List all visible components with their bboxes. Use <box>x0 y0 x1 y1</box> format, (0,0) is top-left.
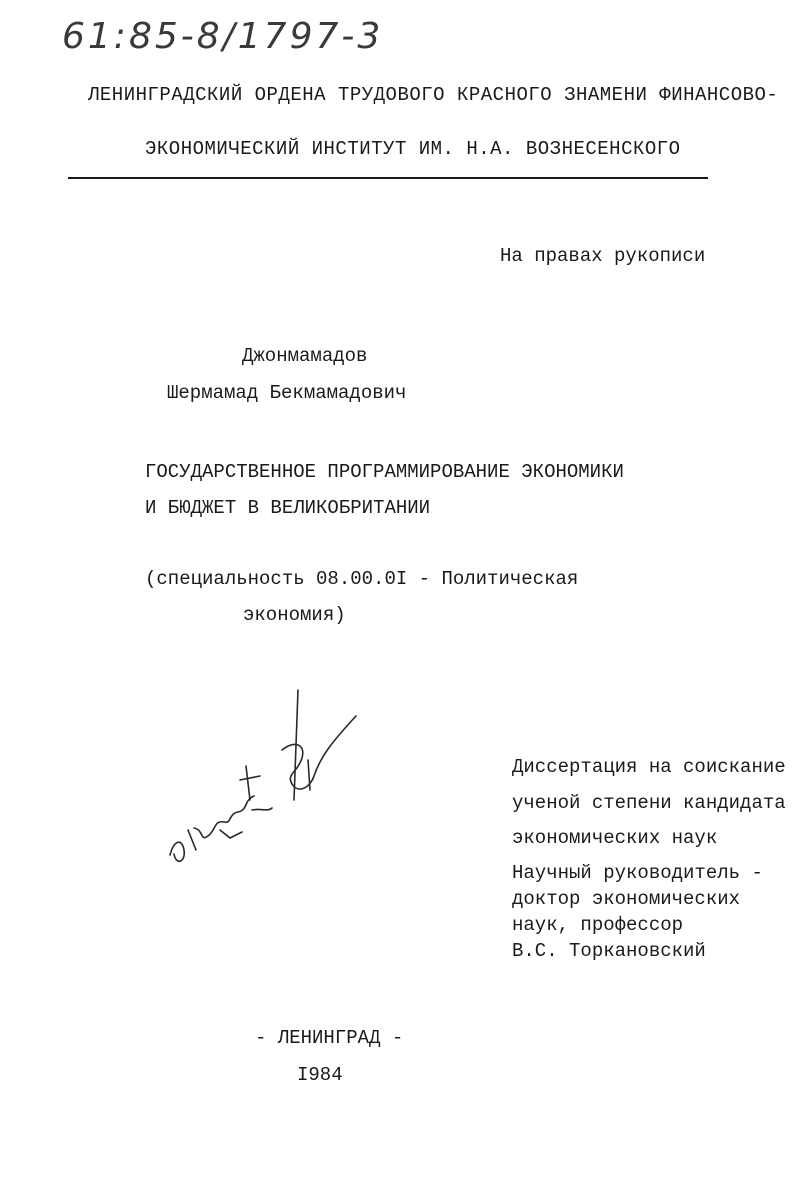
supervisor-line-3: наук, профессор <box>512 914 684 936</box>
dissertation-line-2: ученой степени кандидата <box>512 792 786 814</box>
manuscript-note: На правах рукописи <box>500 245 706 267</box>
supervisor-name: В.С. Торкановский <box>512 940 706 962</box>
institution-line-2: ЭКОНОМИЧЕСКИЙ ИНСТИТУТ ИМ. Н.А. ВОЗНЕСЕНСКОГО <box>145 138 681 160</box>
dissertation-line-1: Диссертация на соискание <box>512 756 786 778</box>
supervisor-line-2: доктор экономических <box>512 888 741 910</box>
header-divider <box>68 177 708 179</box>
supervisor-line-1: Научный руководитель - <box>512 862 763 884</box>
specialty-line-2: экономия) <box>243 604 346 626</box>
specialty-line-1: (специальность 08.00.0I - Политическая <box>145 568 579 590</box>
dissertation-line-3: экономических наук <box>512 827 718 849</box>
institution-line-1: ЛЕНИНГРАДСКИЙ ОРДЕНА ТРУДОВОГО КРАСНОГО ЗНАМЕНИ ФИНАНСОВО- <box>88 84 779 106</box>
signature-image <box>160 680 380 880</box>
author-surname: Джонмамадов <box>242 345 368 367</box>
thesis-title-line-2: И БЮДЖЕТ В ВЕЛИКОБРИТАНИИ <box>145 497 431 519</box>
archive-number-handwritten: 61:85-8/1797-3 <box>62 16 384 57</box>
place: - ЛЕНИНГРАД - <box>255 1027 404 1049</box>
author-given-names: Шермамад Бекмамадович <box>167 382 407 404</box>
year: I984 <box>297 1064 343 1086</box>
thesis-title-line-1: ГОСУДАРСТВЕННОЕ ПРОГРАММИРОВАНИЕ ЭКОНОМИКИ <box>145 461 624 483</box>
